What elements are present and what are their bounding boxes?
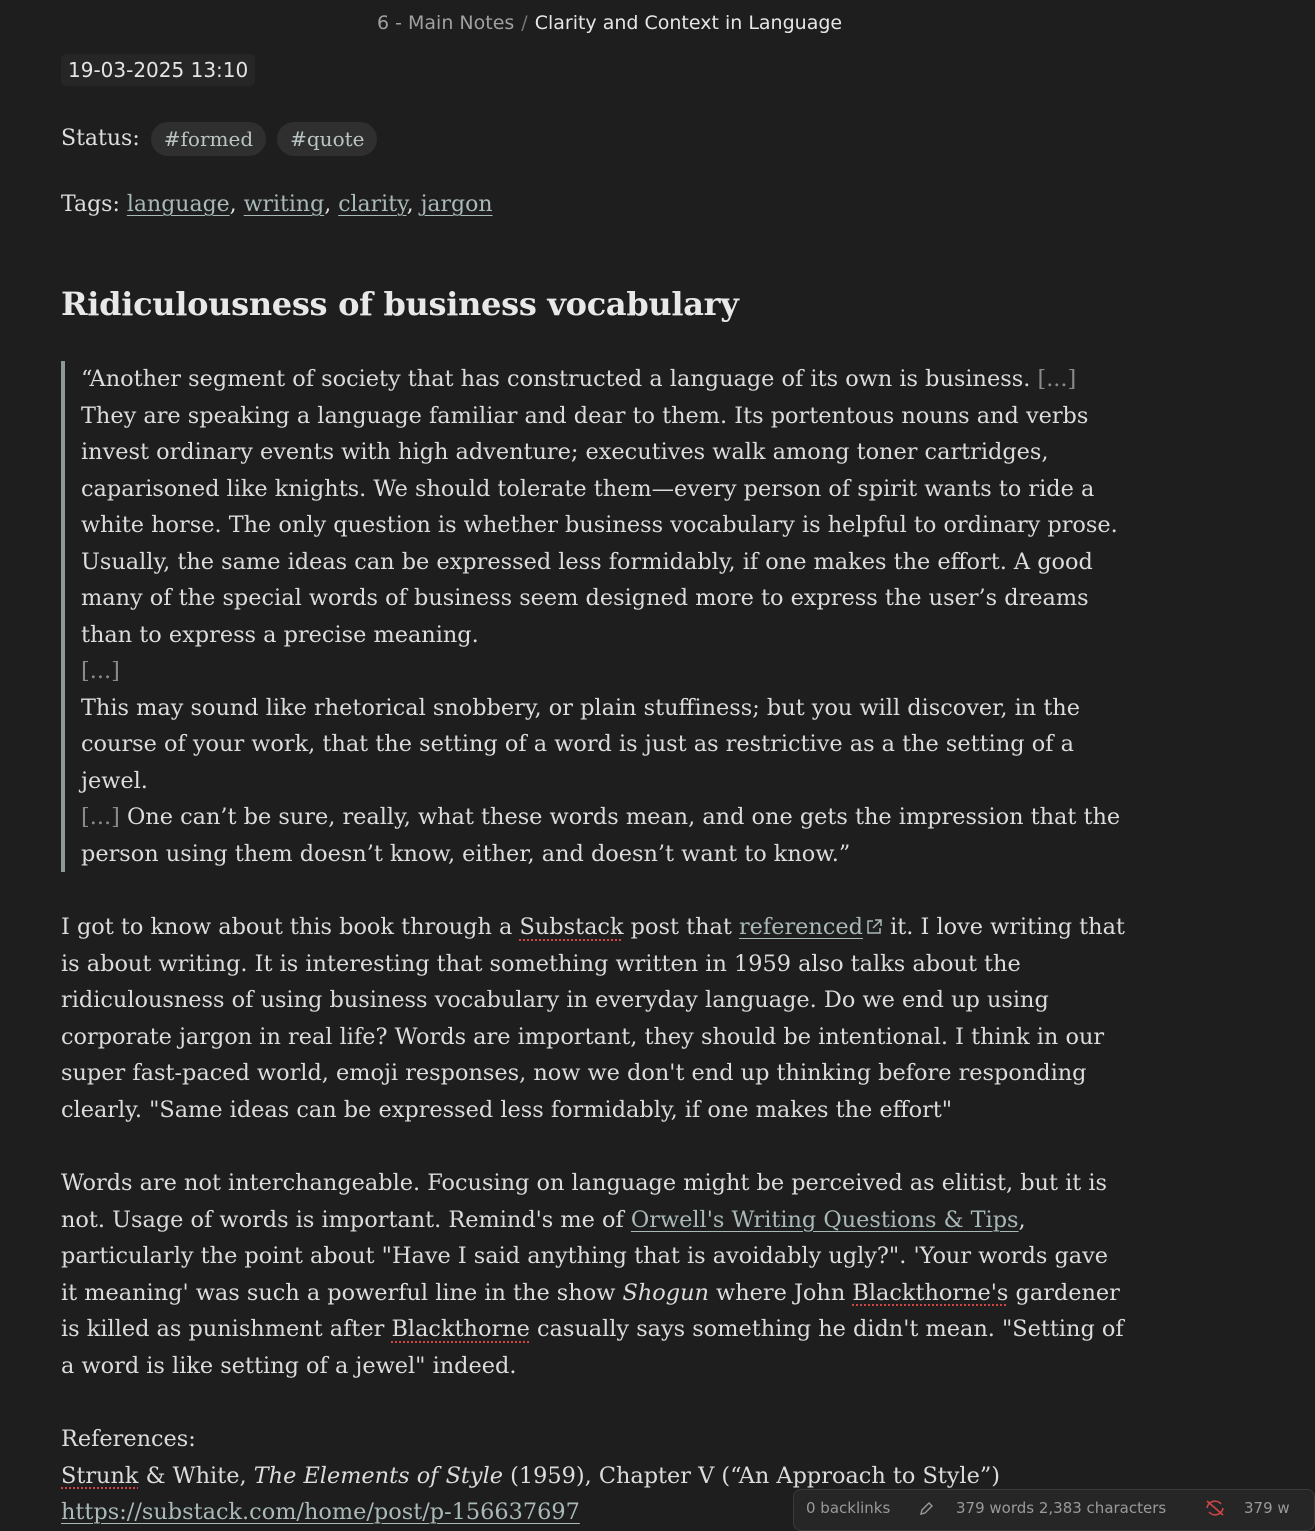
tag-quote[interactable]: #quote — [277, 122, 377, 156]
para2-text-a: Words are not interchangeable. Focusing on language might be perceived as elitist, but it is not. Usage of words is important. Remind's me of — [61, 1170, 1108, 1233]
reference-author: & White, — [145, 1462, 247, 1489]
tag-formed[interactable]: #formed — [151, 122, 266, 156]
status-label: Status: — [61, 126, 140, 151]
misspelled-word[interactable]: Substack — [519, 914, 624, 940]
note-content[interactable] — [61, 54, 1126, 1531]
para1-text-c: it. I love writing that is about writing. It is interesting that something written in 1959 also talks about the ridiculousness of using business vocabulary in everyday language. Do we end up using corporate jargon in real life? Words are important, they should be intentional. I think in our super fast-paced world, emoji responses, now we don't end up thinking before responding clearly. "Same ideas can be expressed less formidably, if one makes the effort" — [61, 914, 1125, 1123]
status-line — [61, 120, 1126, 158]
misspelled-word[interactable]: Blackthorne — [391, 1316, 530, 1342]
word-count-short: 379 w — [1244, 1499, 1290, 1517]
paragraph-1 — [61, 909, 1126, 1128]
external-link-icon — [865, 918, 883, 936]
note-heading: Ridiculousness of business vocabulary — [61, 285, 739, 323]
internal-link-orwell[interactable]: Orwell's Writing Questions & Tips — [630, 1206, 1019, 1233]
tag-link-jargon[interactable]: jargon — [420, 192, 493, 217]
external-link-referenced[interactable] — [739, 914, 883, 940]
status-bar — [793, 1489, 1315, 1531]
misspelled-word[interactable]: Blackthorne's — [852, 1279, 1009, 1306]
references-label: References: — [61, 1426, 196, 1452]
tag-link-language[interactable]: language — [126, 192, 230, 217]
word-char-count: 379 words 2,383 characters — [956, 1499, 1167, 1517]
para2-text-e: casually says something he didn't mean. "Setting of a word is like setting of a jewel" indeed. — [61, 1316, 1124, 1379]
backlinks-count[interactable]: 0 backlinks — [806, 1499, 891, 1517]
paragraph-2 — [61, 1165, 1126, 1384]
quote-ellipsis-3: [...] — [81, 804, 120, 830]
tag-link-writing[interactable]: writing — [243, 192, 325, 217]
sync-error-icon[interactable] — [1204, 1499, 1226, 1517]
quote-ellipsis-2: [...] — [81, 658, 120, 684]
misspelled-word[interactable]: Strunk — [61, 1462, 139, 1489]
tag-link-clarity[interactable]: clarity — [338, 192, 407, 217]
tags-line: Tags: language, writing, clarity, jargon — [61, 192, 493, 217]
para2-text-b: , particularly the point about "Have I said anything that is avoidably ugly?". 'Your words gave it meaning' was such a powerful line in the show — [61, 1206, 1109, 1306]
quote-part-1: “Another segment of society that has constructed a language of its own is business. — [81, 366, 1031, 392]
para1-text-a: I got to know about this book through a — [61, 914, 513, 940]
breadcrumb-separator: / — [521, 12, 528, 34]
para1-text-b: post that — [630, 914, 732, 940]
external-link-text[interactable]: referenced — [738, 914, 863, 940]
show-title: Shogun — [622, 1279, 709, 1306]
tags-label: Tags: — [61, 192, 120, 217]
quote-part-2: They are speaking a language familiar and dear to them. Its portentous nouns and verbs invest ordinary events with high adventure; executives walk among toner cartridges, caparisoned like knights. We should tolerate them—every person of spirit wants to ride a white horse. The only question is whether business vocabulary is helpful to ordinary prose. Usually, the same ideas can be expressed less formidably, if one makes the effort. A good many of the special words of business seem designed more to express the user’s dreams than to express a precise meaning. — [81, 402, 1118, 648]
timestamp: 19-03-2025 13:10 — [61, 54, 255, 86]
quote-ellipsis-1: [...] — [1037, 366, 1077, 392]
breadcrumb-current[interactable]: Clarity and Context in Language — [534, 12, 843, 34]
quote-part-3: This may sound like rhetorical snobbery, or plain stuffiness; but you will discover, in the course of your work, that the setting of a word is just as restrictive as a the setting of a jewel. — [81, 694, 1080, 794]
breadcrumb — [377, 12, 842, 34]
reference-url-link[interactable]: https://substack.com/home/post/p-156637697 — [61, 1499, 580, 1525]
para2-text-d: gardener is killed as punishment after — [61, 1279, 1120, 1342]
blockquote — [61, 361, 1126, 872]
reference-detail: (1959), Chapter V (“An Approach to Style”) — [510, 1462, 1001, 1489]
breadcrumb-parent[interactable]: 6 - Main Notes — [377, 12, 515, 34]
reference-book-title: The Elements of Style — [253, 1462, 503, 1489]
para2-text-c: where John — [716, 1279, 846, 1306]
pencil-icon[interactable] — [918, 1501, 934, 1517]
quote-part-4: One can’t be sure, really, what these words mean, and one gets the impression that the person using them doesn’t know, either, and doesn’t want to know.” — [81, 804, 1121, 867]
